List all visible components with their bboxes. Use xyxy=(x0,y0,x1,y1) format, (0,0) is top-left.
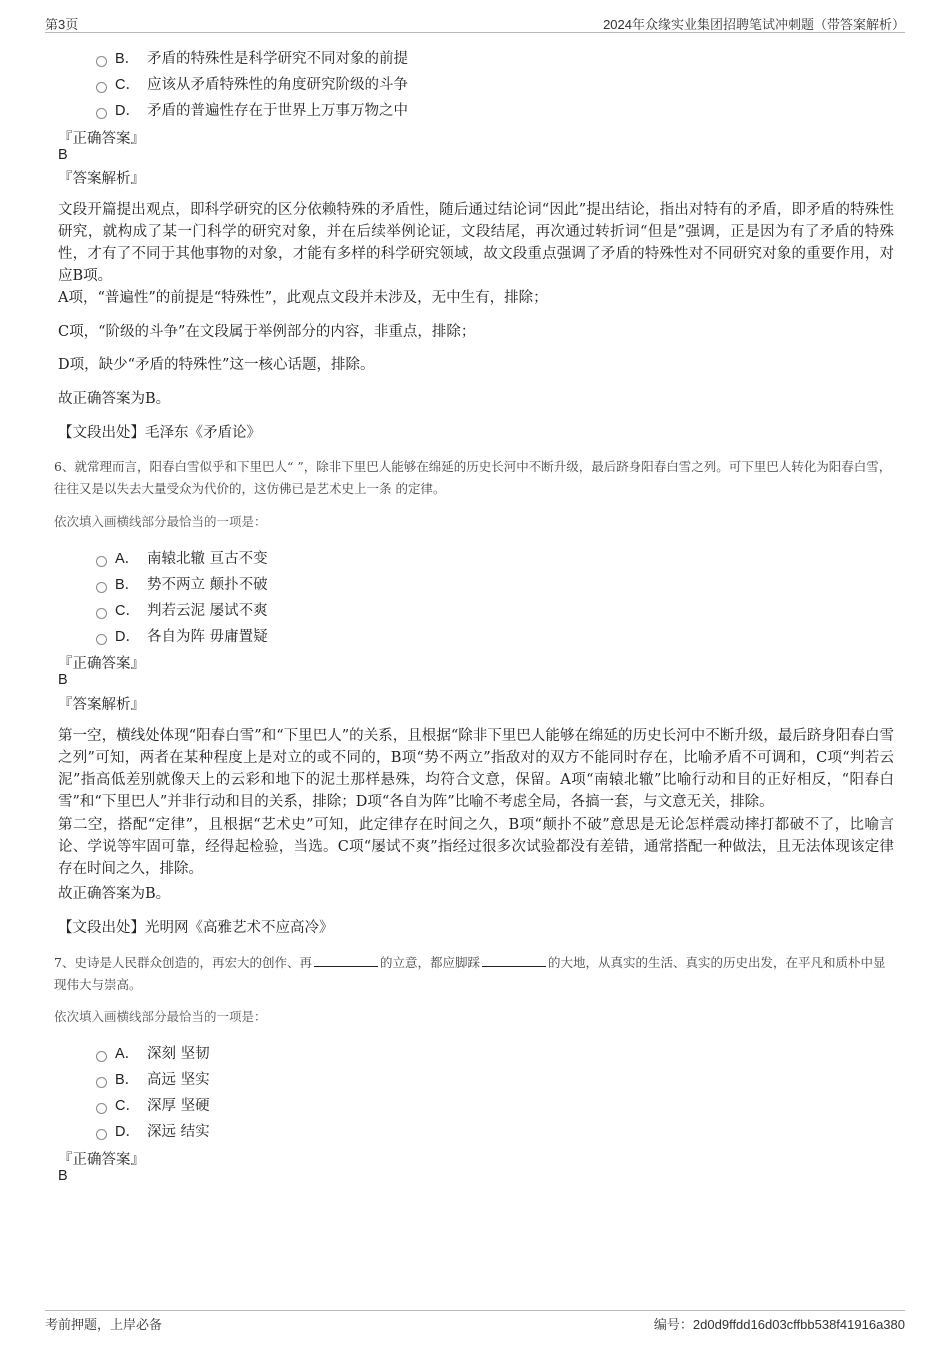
q6-analysis-label: 『答案解析』 xyxy=(58,697,145,713)
q6-option-b[interactable]: B． 势不两立 颠扑不破 xyxy=(96,573,268,594)
q5-source: 【文段出处】毛泽东《矛盾论》 xyxy=(58,425,261,441)
q6-source: 【文段出处】光明网《高雅艺术不应高冷》 xyxy=(58,920,334,936)
radio-icon[interactable] xyxy=(96,1129,107,1140)
q5-answer: B xyxy=(58,147,68,163)
q7-option-d[interactable]: D． 深远 结实 xyxy=(96,1120,210,1141)
footer-code: 编号：2d0d9ffdd16d03cffbb538f41916a380 xyxy=(653,1317,905,1332)
radio-icon[interactable] xyxy=(96,582,107,593)
q7-option-b[interactable]: B． 高远 坚实 xyxy=(96,1068,210,1089)
page-number: 第3页 xyxy=(45,17,79,32)
q7-stem: 7、史诗是人民群众创造的，再宏大的创作、再 的立意，都应脚踩 的大地，从真实的生活、真实的历史出发，在平凡和质朴中显现伟大与崇高。 xyxy=(54,955,886,992)
q7-answer: B xyxy=(58,1168,68,1184)
q6-option-a[interactable]: A． 南辕北辙 亘古不变 xyxy=(96,547,268,568)
radio-icon[interactable] xyxy=(96,608,107,619)
q5-analysis-p4: D项，缺少“矛盾的特殊性”这一核心话题，排除。 xyxy=(58,357,375,373)
radio-icon[interactable] xyxy=(96,556,107,567)
radio-icon[interactable] xyxy=(96,1077,107,1088)
q7-option-c[interactable]: C． 深厚 坚硬 xyxy=(96,1094,210,1115)
radio-icon[interactable] xyxy=(96,1103,107,1114)
q5-option-c[interactable]: C． 应该从矛盾特殊性的角度研究阶级的斗争 xyxy=(96,73,408,94)
q7-hint: 依次填入画横线部分最恰当的一项是： xyxy=(54,1009,267,1024)
q5-answer-label: 『正确答案』 xyxy=(58,131,145,147)
q5-analysis-p3: C项，“阶级的斗争”在文段属于举例部分的内容，非重点，排除； xyxy=(58,324,476,340)
radio-icon[interactable] xyxy=(96,634,107,645)
blank-line xyxy=(482,954,546,967)
q6-analysis-p3: 故正确答案为B。 xyxy=(58,886,171,902)
radio-icon[interactable] xyxy=(96,108,107,119)
q7-answer-label: 『正确答案』 xyxy=(58,1152,145,1168)
footer-slogan: 考前押题，上岸必备 xyxy=(45,1317,163,1332)
radio-icon[interactable] xyxy=(96,56,107,67)
radio-icon[interactable] xyxy=(96,1051,107,1062)
q6-analysis-p1: 第一空，横线处体现“阳春白雪”和“下里巴人”的关系，且根据“除非下里巴人能够在绵延的历史长河中不断升级，最后跻身阳春白雪之列”可知，两者在某种程度上是对立的或不同的，B项“势不两立”指敌对的双方不能同时存在，比喻矛盾不可调和，C项“判若云泥”指高低差别就像天上的云彩和地下的泥土那样悬殊，均符合文意，保留。A项“南辕北辙”比喻行动和目的正好相反，“阳春白雪”和“下里巴人”并非行动和目的关系，排除；D项“各自为阵”比喻不考虑全局，各搞一套，与文意无关，排除。 xyxy=(58,728,894,810)
q7-option-a[interactable]: A． 深刻 坚韧 xyxy=(96,1042,210,1063)
radio-icon[interactable] xyxy=(96,82,107,93)
document-title: 2024年众缘实业集团招聘笔试冲刺题（带答案解析） xyxy=(603,17,905,32)
q5-option-b[interactable]: B． 矛盾的特殊性是科学研究不同对象的前提 xyxy=(96,47,408,68)
q6-option-c[interactable]: C． 判若云泥 屡试不爽 xyxy=(96,599,268,620)
q5-analysis-label: 『答案解析』 xyxy=(58,171,145,187)
footer-divider xyxy=(45,1310,905,1311)
q5-option-d[interactable]: D． 矛盾的普遍性存在于世界上万事万物之中 xyxy=(96,99,408,120)
q5-analysis-p2: A项，“普遍性”的前提是“特殊性”，此观点文段并未涉及，无中生有，排除； xyxy=(58,290,548,306)
q6-analysis-p2: 第二空，搭配“定律”，且根据“艺术史”可知，此定律存在时间之久，B项“颠扑不破”意思是无论怎样震动摔打都破不了，比喻言论、学说等牢固可靠，经得起检验，当选。C项“屡试不爽”指经过很多次试验都没有差错，通常搭配一种做法，且无法体现该定律存在时间之久，排除。 xyxy=(58,817,894,877)
q6-hint: 依次填入画横线部分最恰当的一项是： xyxy=(54,514,267,529)
q5-analysis-p5: 故正确答案为B。 xyxy=(58,391,171,407)
q5-analysis-p1: 文段开篇提出观点，即科学研究的区分依赖特殊的矛盾性，随后通过结论词“因此”提出结论，指出对特有的矛盾，即矛盾的特殊性研究，就构成了某一门科学的研究对象，并在后续举例论证，文段结尾，再次通过转折词“但是”强调，正是因为有了矛盾的特殊性，才有了不同于其他事物的对象，才能有多样的科学研究领域，故文段重点强调了矛盾的特殊性对不同研究对象的重要作用，对应B项。 xyxy=(58,202,894,284)
header-divider xyxy=(45,32,905,33)
q6-option-d[interactable]: D． 各自为阵 毋庸置疑 xyxy=(96,625,268,646)
q6-answer: B xyxy=(58,672,68,688)
q6-answer-label: 『正确答案』 xyxy=(58,656,145,672)
q6-stem: 6、就常理而言，阳春白雪似乎和下里巴人“ ”，除非下里巴人能够在绵延的历史长河中不断升级，最后跻身阳春白雪之列。可下里巴人转化为阳春白雪，往往又是以失去大量受众为代价的，这仿佛已是艺术史上一条 的定律。 xyxy=(54,459,892,496)
blank-line xyxy=(314,954,378,967)
